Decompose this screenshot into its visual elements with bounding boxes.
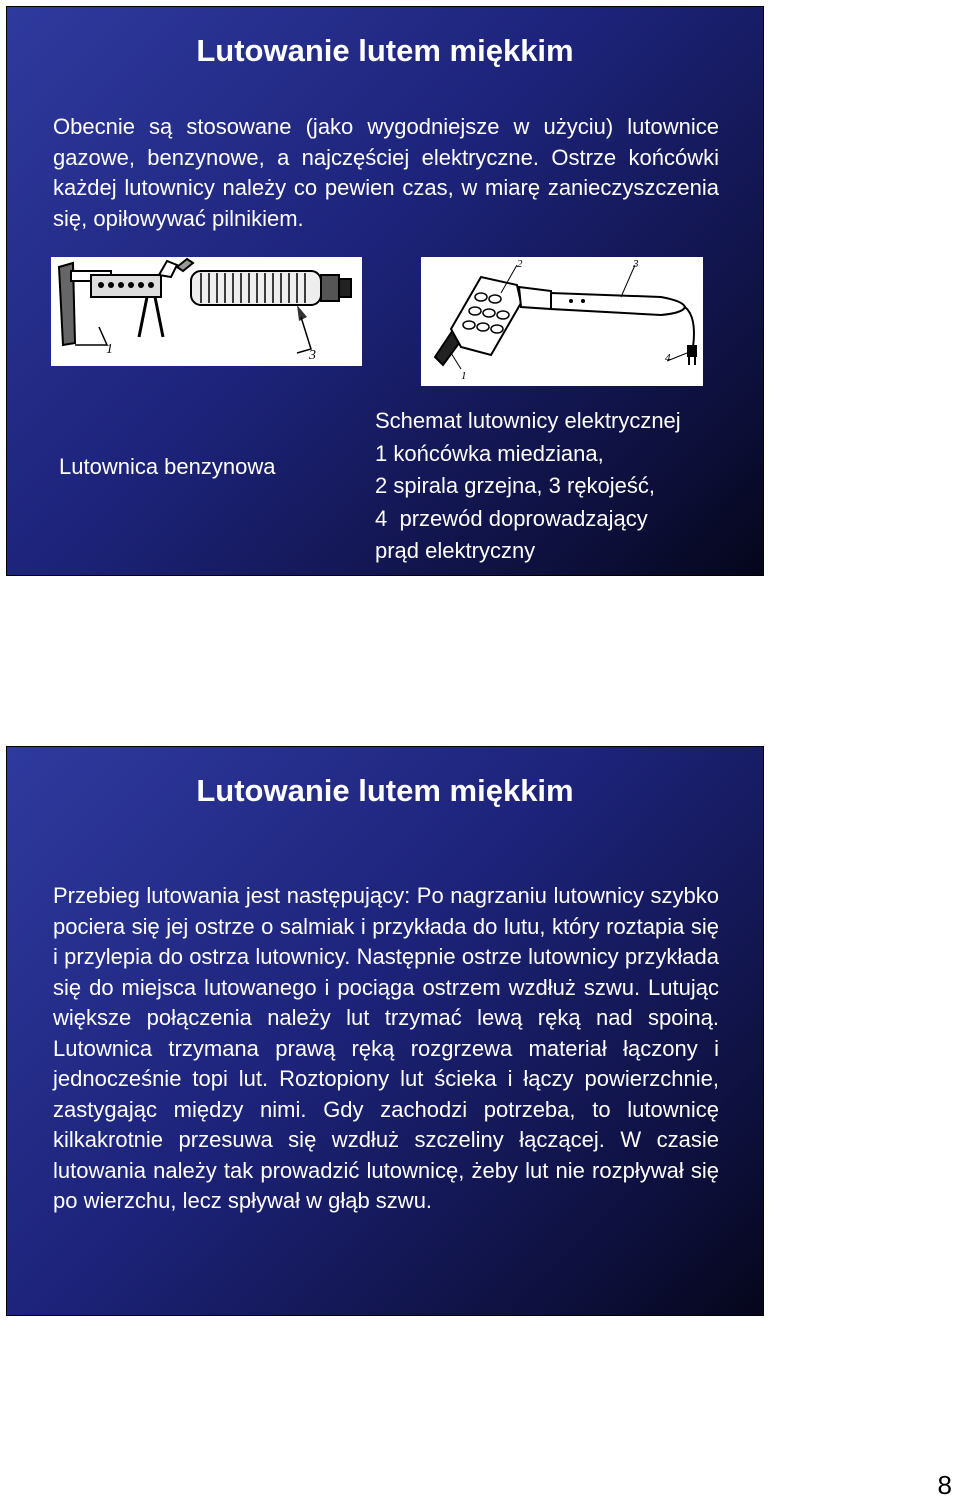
petrol-soldering-iron-illustration xyxy=(51,257,362,366)
figure-label: 2 xyxy=(517,258,523,270)
figure-label: 4 xyxy=(665,352,671,364)
slide-2 xyxy=(6,746,764,1316)
caption-line: prąd elektryczny xyxy=(375,538,536,563)
slide-paragraph: Przebieg lutowania jest następujący: Po nagrzaniu lutownicy szybko pociera się jej ostrze o salmiak i przykłada do lutu, który roztapia się i przylepia do ostrza lutownicy. Następnie ostrze lutownicy przykłada się do miejsca lutowanego i pociąga ostrzem wzdłuż szwu. Lutując większe połączenia należy lut trzymać lewą ręką nad spoiną. Lutownica trzymana prawą ręką rozgrzewa materiał łączony i jednocześnie topi lut. Roztopiony lut ścieka i łączy powierzchnie, zastygając między nimi. Gdy zachodzi potrzeba, to lutownicę kilkakrotnie przesuwa się wzdłuż szczeliny łączącej. W czasie lutowania należy tak prowadzić lutownicę, żeby lut nie rozpływał się po wierzchu, lecz spływał w głąb szwu. xyxy=(53,883,719,1213)
figure-caption-petrol: Lutownica benzynowa xyxy=(59,454,276,479)
figure-caption-electric xyxy=(375,405,755,568)
caption-line: Schemat lutownicy elektrycznej xyxy=(375,408,681,433)
figure-label: 3 xyxy=(633,258,639,270)
slide-paragraph: Obecnie są stosowane (jako wygodniejsze w użyciu) lutownice gazowe, benzynowe, a najczęściej elektryczne. Ostrze końcówki każdej lutownicy należy co pewien czas, w miarę zanieczyszczenia się, opiłowywać pilnikiem. xyxy=(53,114,719,231)
caption-line: 2 spirala grzejna, 3 rękojeść, xyxy=(375,473,656,498)
electric-soldering-iron-diagram xyxy=(421,257,703,386)
figure-label: 3 xyxy=(309,348,316,363)
figure-label: 1 xyxy=(106,342,113,357)
page-number: 8 xyxy=(937,1470,952,1500)
slide-title: Lutowanie lutem miękkim xyxy=(196,773,574,808)
slide-title: Lutowanie lutem miękkim xyxy=(196,33,574,68)
caption-line: 4 przewód doprowadzający xyxy=(375,505,648,531)
slide-1 xyxy=(6,6,764,576)
caption-line: 1 końcówka miedziana, xyxy=(375,440,604,466)
figure-label: 1 xyxy=(461,370,467,382)
